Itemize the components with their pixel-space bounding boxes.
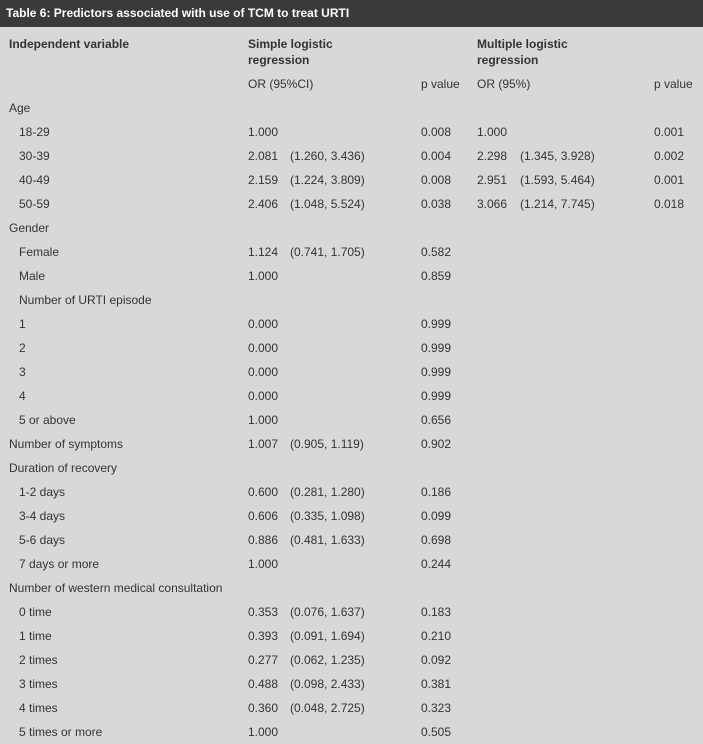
row-label: 5-6 days — [19, 533, 66, 547]
or-simple-cell: 0.360 — [248, 701, 279, 715]
row-label: 4 times — [19, 701, 58, 715]
p-simple-cell: 0.244 — [421, 557, 452, 571]
p-multiple-cell: 0.001 — [654, 125, 685, 139]
or-multiple-cell: 2.298 — [477, 149, 508, 163]
p-simple-cell: 0.099 — [421, 509, 452, 523]
ci-simple-cell: (0.281, 1.280) — [290, 485, 365, 499]
or-simple-cell: 1.124 — [248, 245, 279, 259]
or-simple-cell: 0.000 — [248, 389, 279, 403]
table-row — [0, 720, 703, 744]
table-row — [0, 216, 703, 240]
or-simple-cell: 1.000 — [248, 125, 279, 139]
p-simple-cell: 0.092 — [421, 653, 452, 667]
p-simple-cell: 0.004 — [421, 149, 452, 163]
p-simple-cell: 0.323 — [421, 701, 452, 715]
ci-multiple-cell: (1.345, 3.928) — [520, 149, 595, 163]
ci-simple-cell: (0.076, 1.637) — [290, 605, 365, 619]
p-simple-cell: 0.381 — [421, 677, 452, 691]
row-label: 1 — [19, 317, 26, 331]
or-simple-cell: 2.406 — [248, 197, 279, 211]
or-simple-cell: 2.159 — [248, 173, 279, 187]
table-row — [0, 144, 703, 168]
subheader-p-multiple: p value — [654, 77, 693, 91]
row-label: 5 times or more — [19, 725, 103, 739]
p-simple-cell: 0.505 — [421, 725, 452, 739]
row-label: 3 — [19, 365, 26, 379]
header-multiple-regression: Multiple logistic regression — [477, 37, 568, 67]
p-simple-cell: 0.008 — [421, 173, 452, 187]
or-simple-cell: 0.000 — [248, 365, 279, 379]
row-label: 0 time — [19, 605, 52, 619]
row-label: Number of URTI episode — [19, 293, 152, 307]
table-row — [0, 312, 703, 336]
p-simple-cell: 0.038 — [421, 197, 452, 211]
ci-simple-cell: (1.224, 3.809) — [290, 173, 365, 187]
or-multiple-cell: 1.000 — [477, 125, 508, 139]
table-row — [0, 192, 703, 216]
row-label: 50-59 — [19, 197, 50, 211]
or-simple-cell: 0.000 — [248, 341, 279, 355]
table-row — [0, 456, 703, 480]
or-simple-cell: 2.081 — [248, 149, 279, 163]
row-label: Number of western medical consultation — [9, 581, 223, 595]
table-row — [0, 672, 703, 696]
row-label: 18-29 — [19, 125, 50, 139]
row-label: 7 days or more — [19, 557, 100, 571]
header-variable: Independent variable — [9, 37, 130, 51]
or-simple-cell: 0.277 — [248, 653, 279, 667]
table-row — [0, 168, 703, 192]
subheader-or-multiple: OR (95%) — [477, 77, 531, 91]
or-simple-cell: 1.000 — [248, 413, 279, 427]
ci-simple-cell: (0.335, 1.098) — [290, 509, 365, 523]
row-label: Male — [19, 269, 46, 283]
row-label: 1-2 days — [19, 485, 66, 499]
table-row — [0, 384, 703, 408]
table-row — [0, 336, 703, 360]
ci-simple-cell: (0.098, 2.433) — [290, 677, 365, 691]
ci-simple-cell: (0.481, 1.633) — [290, 533, 365, 547]
table-row — [0, 96, 703, 120]
table-row — [0, 696, 703, 720]
or-multiple-cell: 2.951 — [477, 173, 508, 187]
ci-simple-cell: (0.048, 2.725) — [290, 701, 365, 715]
subheader-or-simple: OR (95%CI) — [248, 77, 314, 91]
row-label: 3 times — [19, 677, 58, 691]
table-body — [0, 96, 703, 744]
ci-multiple-cell: (1.593, 5.464) — [520, 173, 595, 187]
p-simple-cell: 0.582 — [421, 245, 452, 259]
p-simple-cell: 0.210 — [421, 629, 452, 643]
row-label: Duration of recovery — [9, 461, 118, 475]
or-simple-cell: 0.886 — [248, 533, 279, 547]
or-simple-cell: 0.606 — [248, 509, 279, 523]
p-simple-cell: 0.859 — [421, 269, 452, 283]
table-row — [0, 360, 703, 384]
table-row — [0, 552, 703, 576]
header-simple-regression: Simple logistic regression — [248, 37, 333, 67]
table-row — [0, 528, 703, 552]
or-multiple-cell: 3.066 — [477, 197, 508, 211]
p-multiple-cell: 0.001 — [654, 173, 685, 187]
p-simple-cell: 0.999 — [421, 365, 452, 379]
row-label: 40-49 — [19, 173, 50, 187]
ci-simple-cell: (1.048, 5.524) — [290, 197, 365, 211]
or-simple-cell: 0.600 — [248, 485, 279, 499]
table-row — [0, 504, 703, 528]
ci-simple-cell: (0.741, 1.705) — [290, 245, 365, 259]
table-row — [0, 408, 703, 432]
row-label: 3-4 days — [19, 509, 66, 523]
or-simple-cell: 1.000 — [248, 269, 279, 283]
row-label: 4 — [19, 389, 26, 403]
or-simple-cell: 1.000 — [248, 557, 279, 571]
table-row — [0, 264, 703, 288]
table-row — [0, 120, 703, 144]
row-label: Number of symptoms — [9, 437, 124, 451]
table-row — [0, 648, 703, 672]
ci-simple-cell: (0.091, 1.694) — [290, 629, 365, 643]
table-row — [0, 432, 703, 456]
subheader-p-simple: p value — [421, 77, 460, 91]
table-row — [0, 600, 703, 624]
or-simple-cell: 0.393 — [248, 629, 279, 643]
ci-simple-cell: (0.905, 1.119) — [290, 437, 364, 451]
ci-simple-cell: (0.062, 1.235) — [290, 653, 365, 667]
table-row — [0, 240, 703, 264]
p-simple-cell: 0.008 — [421, 125, 452, 139]
or-simple-cell: 0.000 — [248, 317, 279, 331]
table-title: Table 6: Predictors associated with use of TCM to treat URTI — [0, 0, 703, 27]
row-label: 30-39 — [19, 149, 50, 163]
or-simple-cell: 1.007 — [248, 437, 279, 451]
p-simple-cell: 0.999 — [421, 341, 452, 355]
table-row — [0, 624, 703, 648]
p-simple-cell: 0.902 — [421, 437, 452, 451]
table-row — [0, 480, 703, 504]
row-label: 1 time — [19, 629, 52, 643]
row-label: Female — [19, 245, 60, 259]
ci-multiple-cell: (1.214, 7.745) — [520, 197, 595, 211]
p-multiple-cell: 0.018 — [654, 197, 685, 211]
row-label: 2 times — [19, 653, 58, 667]
p-simple-cell: 0.186 — [421, 485, 452, 499]
p-simple-cell: 0.656 — [421, 413, 452, 427]
table-row — [0, 288, 703, 312]
p-simple-cell: 0.999 — [421, 389, 452, 403]
p-multiple-cell: 0.002 — [654, 149, 685, 163]
or-simple-cell: 0.488 — [248, 677, 279, 691]
or-simple-cell: 0.353 — [248, 605, 279, 619]
row-label: Gender — [9, 221, 50, 235]
or-simple-cell: 1.000 — [248, 725, 279, 739]
row-label: Age — [9, 101, 31, 115]
ci-simple-cell: (1.260, 3.436) — [290, 149, 365, 163]
table-row — [0, 576, 703, 600]
p-simple-cell: 0.698 — [421, 533, 452, 547]
p-simple-cell: 0.183 — [421, 605, 452, 619]
row-label: 5 or above — [19, 413, 76, 427]
row-label: 2 — [19, 341, 26, 355]
p-simple-cell: 0.999 — [421, 317, 452, 331]
